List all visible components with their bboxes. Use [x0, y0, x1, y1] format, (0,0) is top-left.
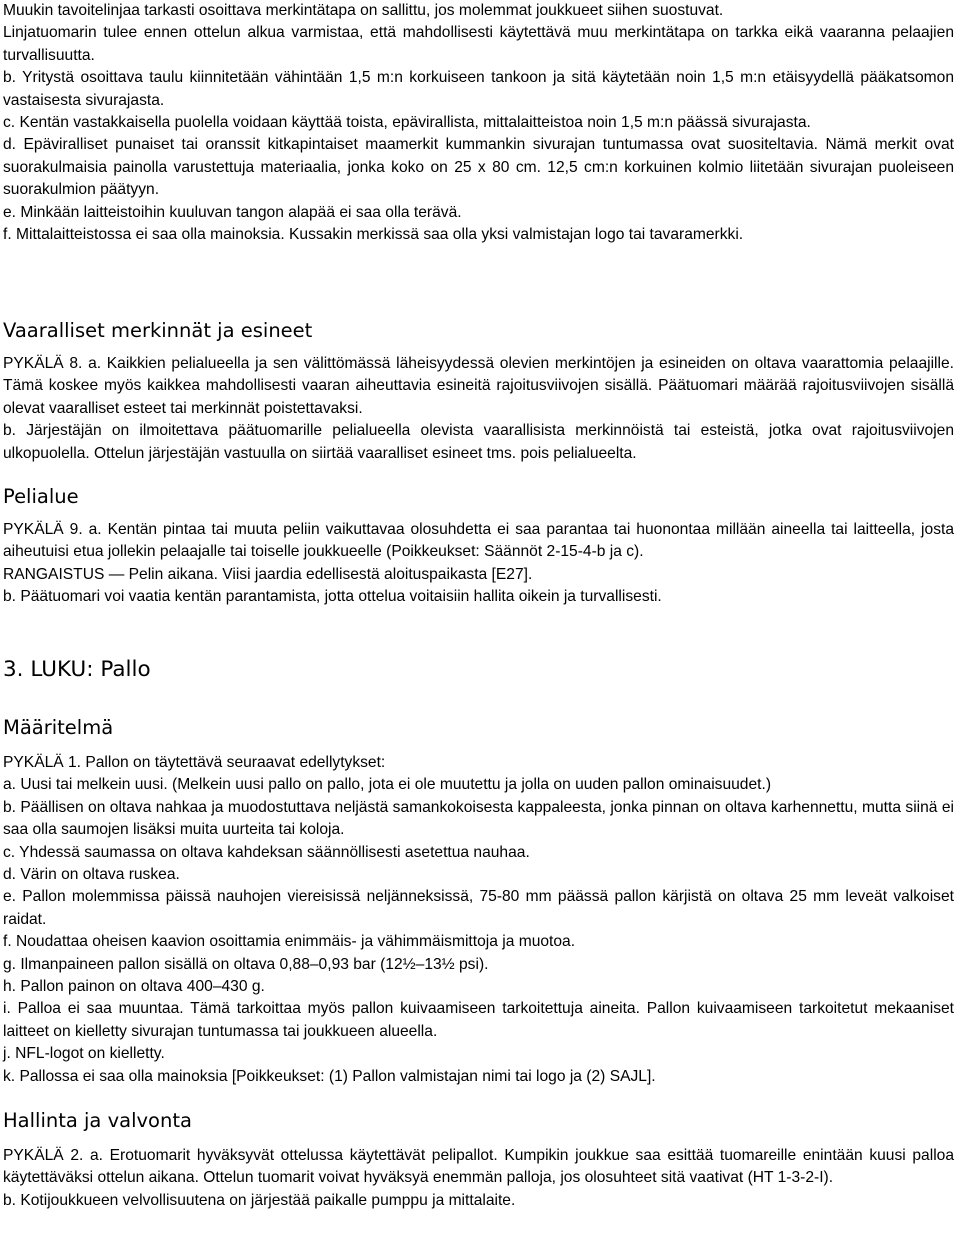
intro-section: [3, 0, 954, 246]
paragraph-e: e. Minkään laitteistoihin kuuluvan tangon alapää ei saa olla terävä.: [3, 203, 462, 221]
paragraph-line-2: Linjatuomarin tulee ennen ottelun alkua varmistaa, että mahdollisesti käytettävä muu merkintätapa on tarkka eikä vaaranna pelaajien turvallisuutta.: [3, 24, 954, 64]
list-item-h: h. Pallon painon on oltava 400–430 g.: [3, 978, 265, 996]
paragraph-rangaistus: RANGAISTUS — Pelin aikana. Viisi jaardia edellisestä aloituspaikasta [E27].: [3, 565, 533, 583]
heading-vaaralliset: Vaaralliset merkinnät ja esineet: [3, 319, 313, 342]
list-item-f: f. Noudattaa oheisen kaavion osoittamia enimmäis- ja vähimmäismittoja ja muotoa.: [3, 933, 576, 951]
paragraph-pykala-8-b: b. Järjestäjän on ilmoitettava päätuomarille pelialueella olevista vaarallisista merkinnöistä tai esteistä, jotka ovat rajoitusviivojen ulkopuolella. Ottelun järjestäjän vastuulla on siirtää vaaralliset esineet tms. pois pelialueelta.: [3, 422, 954, 462]
list-item-a: a. Uusi tai melkein uusi. (Melkein uusi pallo on pallo, jota ei ole muutettu ja jolla on uuden pallon ominaisuudet.): [3, 776, 772, 794]
list-item-k: k. Pallossa ei saa olla mainoksia [Poikkeukset: (1) Pallon valmistajan nimi tai logo ja (2) SAJL].: [3, 1067, 656, 1085]
paragraph-f: f. Mittalaitteistossa ei saa olla mainoksia. Kussakin merkissä saa olla yksi valmistajan logo tai tavaramerkki.: [3, 226, 744, 244]
paragraph-pykala-9-a: PYKÄLÄ 9. a. Kentän pintaa tai muuta peliin vaikuttavaa olosuhdetta ei saa parantaa tai huonontaa millään aineella tai laitteella, josta aiheutuisi etua jollekin pelaajalle tai toiselle joukkueelle (Poikkeukset: Säännöt 2-15-4-b ja c).: [3, 521, 954, 561]
list-item-e: e. Pallon molemmissa päissä nauhojen viereisissä neljänneksissä, 75-80 mm päässä pallon kärjistä on oltava 25 mm leveät valkoiset raidat.: [3, 888, 954, 928]
heading-pelialue: Pelialue: [3, 485, 79, 508]
list-item-j: j. NFL-logot on kielletty.: [3, 1045, 165, 1063]
paragraph-pykala-9-b: b. Päätuomari voi vaatia kentän parantamista, jotta ottelua voitaisiin hallita oikein ja turvallisesti.: [3, 588, 662, 606]
list-item-g: g. Ilmanpaineen pallon sisällä on oltava 0,88–0,93 bar (12½–13½ psi).: [3, 955, 489, 973]
paragraph-pykala-2-b: b. Kotijoukkueen velvollisuutena on järjestää paikalle pumppu ja mittalaite.: [3, 1191, 516, 1209]
paragraph-pykala-1: PYKÄLÄ 1. Pallon on täytettävä seuraavat edellytykset:: [3, 754, 386, 771]
section-maaritelma: [3, 715, 954, 1088]
heading-hallinta: Hallinta ja valvonta: [3, 1109, 192, 1132]
paragraph-pykala-8-a: PYKÄLÄ 8. a. Kaikkien pelialueella ja sen välittömässä läheisyydessä olevien merkintöjen ja esineiden on oltava vaarattomia pelaajille. Tämä koskee myös kaikkea mahdollisesti vaaran aiheuttavia esineitä rajoitusviivojen sisällä. Päätuomari määrää rajoitusviivojen sisällä olevat vaaralliset esteet tai merkinnät poistettavaksi.: [3, 355, 954, 417]
section-pelialue-real: [3, 484, 954, 609]
paragraph-c: c. Kentän vastakkaisella puolella voidaan käyttää toista, epävirallista, mittalaitteistoa noin 1,5 m:n päässä sivurajasta.: [3, 114, 811, 132]
list-item-i: i. Palloa ei saa muuntaa. Tämä tarkoittaa myös pallon kuivaamiseen tarkoitettuja aineita. Pallon kuivaamiseen tarkoitetut mekaaniset laitteet on kielletty sivurajan tuntumassa tai joukkueen alueella.: [3, 1000, 954, 1040]
section-hallinta: [3, 1108, 954, 1212]
paragraph-b: b. Yritystä osoittava taulu kiinnitetään vähintään 1,5 m:n korkuiseen tankoon ja sitä käytetään noin 1,5 m:n etäisyydellä pääkatsomon vastaisesta sivurajasta.: [3, 69, 954, 109]
heading-maaritelma: Määritelmä: [3, 716, 114, 739]
section-vaaralliset: [3, 318, 954, 465]
list-item-b: b. Päällisen on oltava nahkaa ja muodostuttava neljästä samankokoisesta kappaleesta, jonka pinnan on oltava karhennettu, mutta siinä ei saa olla saumojen lisäksi muita uurteita tai koloja.: [3, 798, 954, 839]
section-luku-3: [3, 656, 954, 684]
paragraph-d: d. Epäviralliset punaiset tai oranssit kitkapintaiset maamerkit kummankin sivurajan tuntumassa ovat suositeltavia. Nämä merkit ovat suorakulmaisia painolla varustettuja materiaalia, jonka koko on 25 x 80 cm. 12,5 cm:n korkuinen kolmio liitetään sivurajan puoleiseen suorakulmion päätyyn.: [3, 136, 954, 199]
paragraph-pykala-2-a: PYKÄLÄ 2. a. Erotuomarit hyväksyvät ottelussa käytettävät pelipallot. Kumpikin joukkue saa esittää tuomareille enintään kuusi palloa käytettäväksi ottelun aikana. Ottelun tuomarit voivat hyväksyä enemmän palloja, jos olosuhteet sitä vaativat (HT 1-3-2-I).: [3, 1147, 954, 1187]
list-item-c: c. Yhdessä saumassa on oltava kahdeksan säännöllisesti asetettua nauhaa.: [3, 843, 530, 861]
paragraph-line-1: Muukin tavoitelinjaa tarkasti osoittava merkintätapa on sallittu, jos molemmat joukkueet siihen suostuvat.: [3, 2, 724, 19]
heading-luku-3: 3. LUKU: Pallo: [3, 657, 151, 682]
list-item-d: d. Värin on oltava ruskea.: [3, 866, 180, 884]
